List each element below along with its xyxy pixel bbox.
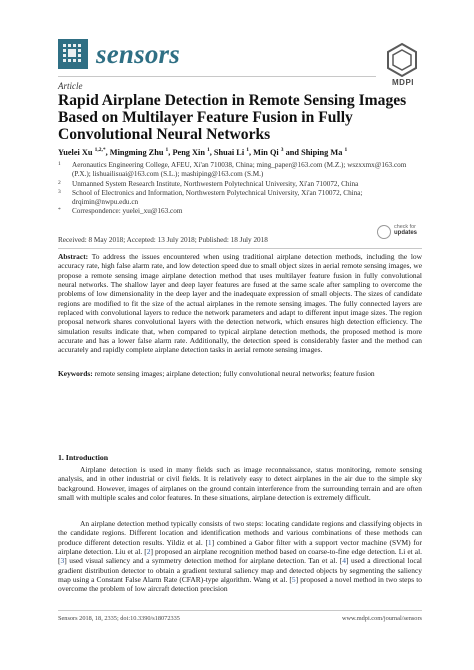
citation-link[interactable]: 5 xyxy=(291,575,296,585)
footer-citation: Sensors 2018, 18, 2335; doi:10.3390/s18072335 xyxy=(58,615,180,622)
body-text: An airplane detection method typically consists of two steps: locating candidate regions and classifying objects in the candidate regions. Different location and identification methods and various combinations of these methods can produce different detection results. Yildiz et al. [ xyxy=(58,519,422,547)
author-separator: , xyxy=(168,147,173,157)
publisher-name: MDPI xyxy=(392,78,414,87)
author-name: Yuelei Xu xyxy=(58,147,95,157)
abstract-label: Abstract: xyxy=(58,252,89,261)
author-separator: , xyxy=(105,147,110,157)
author-name: Shiping Ma xyxy=(301,147,345,157)
intro-paragraph-2 xyxy=(58,519,422,594)
affiliation-text: Correspondence: yuelei_xu@163.com xyxy=(72,207,183,216)
abstract xyxy=(58,252,422,355)
author-affiliation-mark: 1 xyxy=(344,147,348,153)
author-separator: , xyxy=(209,147,214,157)
citation-link[interactable]: 3 xyxy=(60,556,65,566)
check-updates-icon xyxy=(377,225,391,239)
body-text: ] combined a Gabor filter with a support vector machine (SVM) for airplane detection. Liu et al. [ xyxy=(58,537,422,557)
author-name: Mingming Zhu xyxy=(109,147,166,157)
author-name: Shuai Li xyxy=(213,147,247,157)
body-text: ] used visual saliency and a symmetry detection method for airplane detection. Tan et al. [ xyxy=(64,556,343,566)
affiliation-number: * xyxy=(58,207,61,214)
body-text: ] proposed an airplane recognition method based on coarse-to-fine edge detection. Li et al. [ xyxy=(58,547,423,566)
article-type: Article xyxy=(58,81,83,91)
affiliation-item xyxy=(58,180,408,189)
check-updates-line2: updates xyxy=(394,230,418,237)
affiliation-text: Unmanned System Research Institute, Northwestern Polytechnical University, Xi'an 710072, China xyxy=(72,179,359,188)
author-name: Min Qi xyxy=(253,147,281,157)
affiliation-number: 3 xyxy=(58,188,61,195)
author-list xyxy=(58,147,347,157)
keywords-text: remote sensing images; airplane detection; fully convolutional neural networks; feature fusion xyxy=(94,369,375,378)
author-name: Peng Xin xyxy=(172,147,208,157)
publication-dates: Received: 8 May 2018; Accepted: 13 July 2018; Published: 18 July 2018 xyxy=(58,236,268,244)
author-affiliation-mark: 1 xyxy=(207,147,210,153)
body-text: ] used a directional local gradient distribution detector to obtain a gradient textural saliency map and detected objects by segmenting the saliency map using a Constant False Alarm Rate (CFAR)-type algorithm. Wang et al. [ xyxy=(58,556,422,585)
affiliation-number: 1 xyxy=(58,161,61,167)
page-footer xyxy=(58,615,422,622)
section-heading-introduction: 1. Introduction xyxy=(58,453,109,462)
affiliation-list xyxy=(58,161,408,217)
affiliation-text: School of Electronics and Information, Northwestern Polytechnical University, Xi'an 710072, China; drqimin@nwpu.edu.cn xyxy=(72,188,363,207)
check-for-updates-badge[interactable] xyxy=(377,224,421,246)
affiliation-item xyxy=(58,207,408,216)
affiliation-text: Aeronautics Engineering College, AFEU, Xi'an 710038, China; ming_paper@163.com (M.Z.); wszxxmx@163.com (P.X.); lishuailisuai@163.com (S.L.); mashiping@163.com (S.M.) xyxy=(72,161,407,179)
citation-link[interactable]: 4 xyxy=(342,556,346,566)
author-affiliation-mark: 3 xyxy=(280,147,284,153)
author-affiliation-mark: 1 xyxy=(165,147,169,153)
citation-link[interactable]: 2 xyxy=(146,547,151,557)
footer-journal-link[interactable]: www.mdpi.com/journal/sensors xyxy=(341,615,422,622)
keywords-label: Keywords: xyxy=(58,369,93,378)
citation-link[interactable]: 1 xyxy=(207,537,212,547)
check-updates-line1: check for xyxy=(394,224,416,230)
affiliation-item xyxy=(58,189,408,208)
mdpi-logo-icon xyxy=(384,42,420,78)
author-separator: and xyxy=(283,147,302,157)
sensors-logo-icon xyxy=(58,39,88,69)
author-affiliation-mark: 1,2,* xyxy=(94,147,106,153)
dates-divider xyxy=(58,248,422,249)
affiliation-item xyxy=(58,161,408,180)
header-divider xyxy=(58,76,376,77)
body-text: ] proposed a novel method in two steps to overcome the problem of low aircraft detection precision xyxy=(58,575,422,594)
footer-divider xyxy=(58,610,422,611)
affiliation-number: 2 xyxy=(58,179,61,186)
intro-paragraph-1: Airplane detection is used in many fields such as image reconnaissance, status monitoring, remote sensing analysis, and in other industrial or civil fields. It is relatively easy to detect airplanes in the air due to the simple sky background. However, images of airplanes on the ground contain interference from the surrounding terrain and are often small with multiple scales and color features. In these situations, airplane detection is extremely difficult. xyxy=(58,465,422,503)
paper-title: Rapid Airplane Detection in Remote Sensing Images Based on Multilayer Feature Fusion in Fully Convolutional Neural Networks xyxy=(58,92,407,143)
author-separator: , xyxy=(248,147,254,157)
keywords xyxy=(58,369,422,378)
author-affiliation-mark: 1 xyxy=(246,147,249,153)
journal-name: sensors xyxy=(96,39,180,69)
abstract-text: To address the issues encountered when using traditional airplane detection methods, including the low accuracy rate, high false alarm rate, and low detection speed due to small object sizes in aerial remote sensing images, we propose a remote sensing image airplane detection method that uses multilayer feature fusion in fully convolutional neural networks. The shallow layer and deep layer features are fused at the same scale after sampling to overcome the problems of low dimensionality in the deep layer and the inadequate expression of small objects. The sizes of candidate regions are modified to fit the size of the actual airplanes in the remote sensing images. The fully connected layers are replaced with convolutional layers to reduce the network parameters and adapt to different input image sizes. The region proposal network shares convolutional layers with the detection network, which ensures high detection efficiency. The simulation results indicate that, when compared to typical airplane detection methods, the proposed method is more accurate and has a lower false alarm rate. Additionally, the detection speed is considerably faster and the method can accurately and rapidly complete airplane detection tasks in aerial remote sensing images. xyxy=(58,252,422,355)
